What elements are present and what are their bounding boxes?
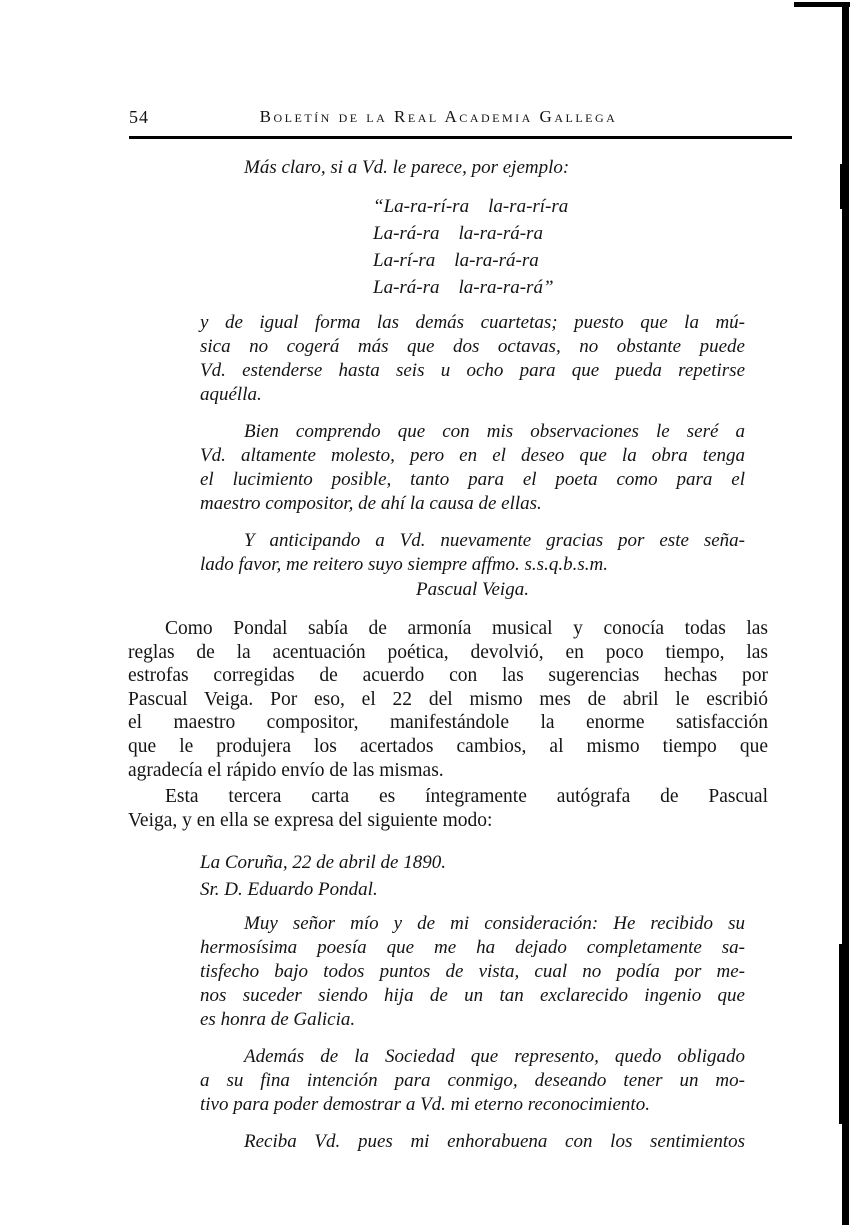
- letter-paragraph: [200, 1130, 745, 1154]
- header-rule: [129, 136, 792, 139]
- quoted-letter-1: [200, 155, 745, 602]
- letter-signature: Pascual Veiga.: [416, 579, 529, 600]
- letter-paragraph: [200, 420, 745, 516]
- letter-paragraph: [200, 912, 745, 1032]
- text-line: Esta tercera carta es íntegramente autógrafa de Pascual: [165, 786, 768, 808]
- scan-binding-notch: [840, 164, 844, 209]
- running-header: [85, 107, 792, 127]
- letter-paragraph: [200, 529, 745, 577]
- text-line: Veiga, y en ella se expresa del siguiente modo:: [128, 809, 493, 831]
- text-line: Además de la Sociedad que represento, quedo obligado: [244, 1046, 745, 1068]
- text-line: Bien comprendo que con mis observaciones le seré a: [244, 421, 745, 442]
- text-line: tivo para poder demostrar a Vd. mi eterno reconocimiento.: [200, 1094, 650, 1116]
- text-line: el maestro compositor, manifestándole la enorme satisfacción: [128, 712, 768, 734]
- text-line: La-rá-ra la-ra-rá-ra: [373, 223, 543, 244]
- narrative-paragraph: [128, 785, 768, 832]
- text-line: La-rá-ra la-ra-ra-rá”: [373, 277, 554, 298]
- journal-title: Boletín de la Real Academia Gallega: [259, 107, 618, 126]
- verse-block: [373, 193, 745, 301]
- text-line: a su fina intención para conmigo, deseando tener un mo-: [200, 1070, 745, 1092]
- text-line: agradecía el rápido envío de las mismas.: [128, 759, 444, 781]
- narrative-paragraph: [128, 617, 768, 782]
- letter-intro-line: Más claro, si a Vd. le parece, por ejemplo:: [244, 157, 570, 178]
- text-line: maestro compositor, de ahí la causa de ellas.: [200, 493, 542, 514]
- text-line: y de igual forma las demás cuartetas; puesto que la mú-: [200, 312, 745, 333]
- text-line: es honra de Galicia.: [200, 1009, 356, 1031]
- text-line: hermosísima poesía que me ha dejado completamente sa-: [200, 937, 745, 959]
- text-line: lado favor, me reitero suyo siempre affmo. s.s.q.b.s.m.: [200, 554, 608, 575]
- text-line: nos suceder siendo hija de un tan exclarecido ingenio que: [200, 985, 745, 1007]
- quoted-letter-2: [200, 849, 745, 1154]
- letter-paragraph: [200, 311, 745, 407]
- text-line: estrofas corregidas de acuerdo con las sugerencias hechas por: [128, 665, 768, 687]
- letter-dateline: La Coruña, 22 de abril de 1890.: [200, 852, 446, 874]
- text-line: Reciba Vd. pues mi enhorabuena con los sentimientos: [244, 1131, 745, 1153]
- page-number: 54: [129, 107, 149, 127]
- text-line: Vd. altamente molesto, pero en el deseo que la obra tenga: [200, 445, 745, 466]
- text-line: tisfecho bajo todos puntos de vista, cual no podía por me-: [200, 961, 745, 983]
- text-line: Muy señor mío y de mi consideración: He recibido su: [244, 913, 745, 935]
- text-line: Vd. estenderse hasta seis u ocho para que pueda repetirse: [200, 360, 745, 381]
- text-line: el lucimiento posible, tanto para el poeta como para el: [200, 469, 745, 490]
- scan-binding-notch: [839, 944, 843, 1124]
- scan-binding-band: [842, 4, 849, 1225]
- text-line: Y anticipando a Vd. nuevamente gracias por este seña-: [244, 530, 745, 551]
- letter-paragraph: [200, 1045, 745, 1117]
- text-line: Como Pondal sabía de armonía musical y conocía todas las: [165, 618, 768, 639]
- text-line: reglas de la acentuación poética, devolvió, en poco tiempo, las: [128, 641, 768, 663]
- page-body: [128, 155, 768, 1154]
- letter-salutation: Sr. D. Eduardo Pondal.: [200, 879, 378, 901]
- narrative-text: [128, 617, 768, 832]
- text-line: sica no cogerá más que dos octavas, no obstante puede: [200, 336, 745, 357]
- text-line: “La-ra-rí-ra la-ra-rí-ra: [373, 196, 569, 217]
- text-line: aquélla.: [200, 384, 262, 405]
- text-line: Pascual Veiga. Por eso, el 22 del mismo mes de abril le escribió: [128, 688, 768, 710]
- text-line: que le produjera los acertados cambios, al mismo tiempo que: [128, 735, 768, 757]
- text-line: La-rí-ra la-ra-rá-ra: [373, 250, 539, 271]
